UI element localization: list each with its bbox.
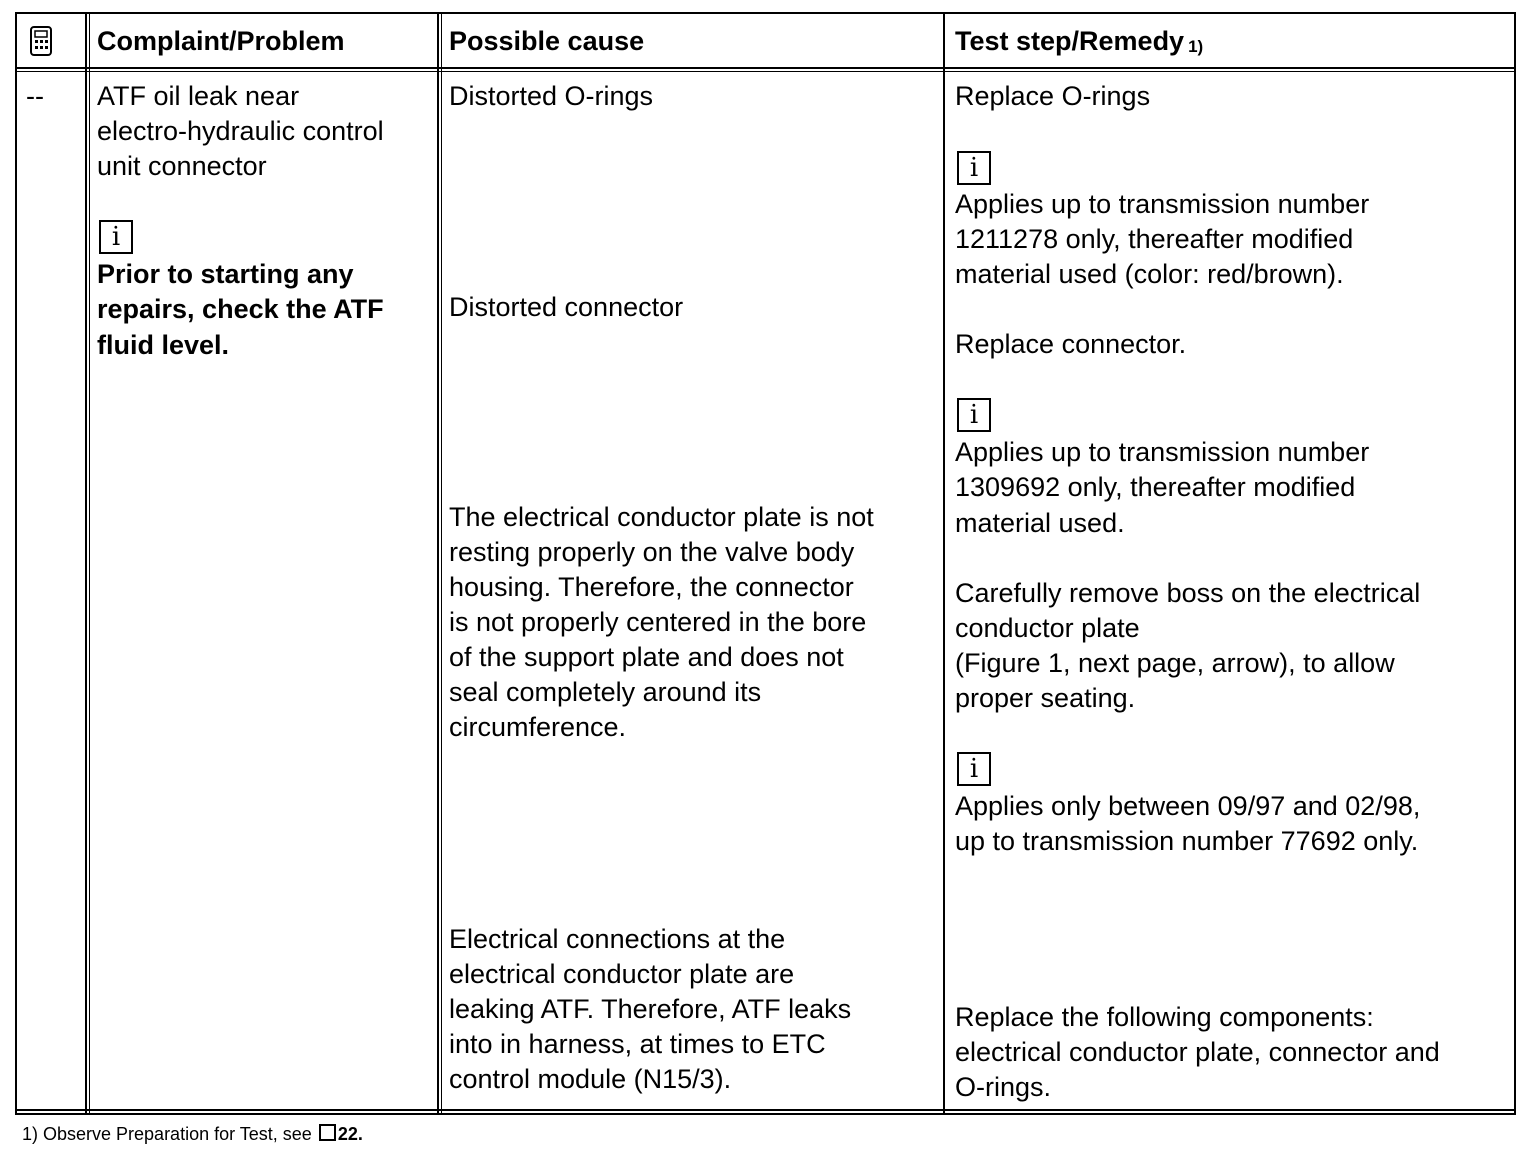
remedy-info-line: 1309692 only, thereafter modified (955, 472, 1356, 502)
complaint-info-line: fluid level. (97, 330, 230, 360)
col-divider-2a (437, 12, 439, 1115)
remedy-line: Carefully remove boss on the electrical (955, 578, 1421, 608)
complaint-info-line: Prior to starting any (97, 259, 354, 289)
table-border-top (15, 12, 1516, 14)
header-remedy (955, 24, 1203, 62)
table-border-right (1514, 12, 1516, 1115)
col-divider-3 (943, 12, 945, 1115)
header-divider-b (15, 71, 1516, 72)
footnote (22, 1124, 363, 1145)
table-border-bottom-a (15, 1109, 1516, 1111)
cause-line: of the support plate and does not (449, 642, 844, 672)
info-icon: i (99, 220, 133, 254)
remedy-line: O-rings. (955, 1072, 1052, 1102)
page-reference-icon (319, 1124, 336, 1141)
remedy-info-line: material used (color: red/brown). (955, 259, 1344, 289)
cause-line: electrical conductor plate are (449, 959, 795, 989)
cause-line: is not properly centered in the bore (449, 607, 867, 637)
remedy-line: electrical conductor plate, connector and (955, 1037, 1440, 1067)
remedy-info-line: Applies only between 09/97 and 02/98, (955, 791, 1421, 821)
header-remedy-label: Test step/Remedy (955, 26, 1185, 56)
header-cause: Possible cause (449, 26, 645, 56)
row-code: -- (26, 81, 44, 111)
col-divider-1b (89, 12, 90, 1115)
tester-icon (30, 26, 52, 56)
remedy-info-line: material used. (955, 508, 1125, 538)
cause-line: Distorted connector (449, 292, 684, 322)
col-divider-2b (441, 12, 442, 1115)
footnote-text: 1) Observe Preparation for Test, see (22, 1124, 312, 1144)
header-divider-a (15, 67, 1516, 69)
remedy-info-line: Applies up to transmission number (955, 437, 1370, 467)
cause-line: into in harness, at times to ETC (449, 1029, 826, 1059)
table-border-bottom-b (15, 1113, 1516, 1115)
cause-line: control module (N15/3). (449, 1064, 732, 1094)
header-remedy-footnote: 1) (1188, 37, 1204, 56)
remedy-info-line: 1211278 only, thereafter modified (955, 224, 1354, 254)
complaint-line: electro-hydraulic control (97, 116, 384, 146)
cause-line: The electrical conductor plate is not (449, 502, 874, 532)
remedy-line: conductor plate (955, 613, 1140, 643)
table-border-left (15, 12, 17, 1115)
remedy-line: (Figure 1, next page, arrow), to allow (955, 648, 1395, 678)
complaint-info-line: repairs, check the ATF (97, 294, 384, 324)
remedy-info-line: up to transmission number 77692 only. (955, 826, 1419, 856)
info-icon: i (957, 752, 991, 786)
complaint-line: unit connector (97, 151, 267, 181)
footnote-page-ref[interactable]: 22. (337, 1124, 363, 1144)
remedy-line: Replace O-rings (955, 81, 1151, 111)
cause-line: Electrical connections at the (449, 924, 786, 954)
cause-line: seal completely around its (449, 677, 762, 707)
col-divider-1a (85, 12, 87, 1115)
cause-line: leaking ATF. Therefore, ATF leaks (449, 994, 852, 1024)
remedy-info-line: Applies up to transmission number (955, 189, 1370, 219)
header-complaint: Complaint/Problem (97, 26, 345, 56)
cause-line: resting properly on the valve body (449, 537, 855, 567)
complaint-line: ATF oil leak near (97, 81, 300, 111)
remedy-line: Replace the following components: (955, 1002, 1374, 1032)
info-icon: i (957, 151, 991, 185)
cause-line: Distorted O-rings (449, 81, 654, 111)
remedy-line: proper seating. (955, 683, 1136, 713)
cause-line: circumference. (449, 712, 627, 742)
remedy-line: Replace connector. (955, 329, 1187, 359)
cause-line: housing. Therefore, the connector (449, 572, 854, 602)
info-icon: i (957, 398, 991, 432)
